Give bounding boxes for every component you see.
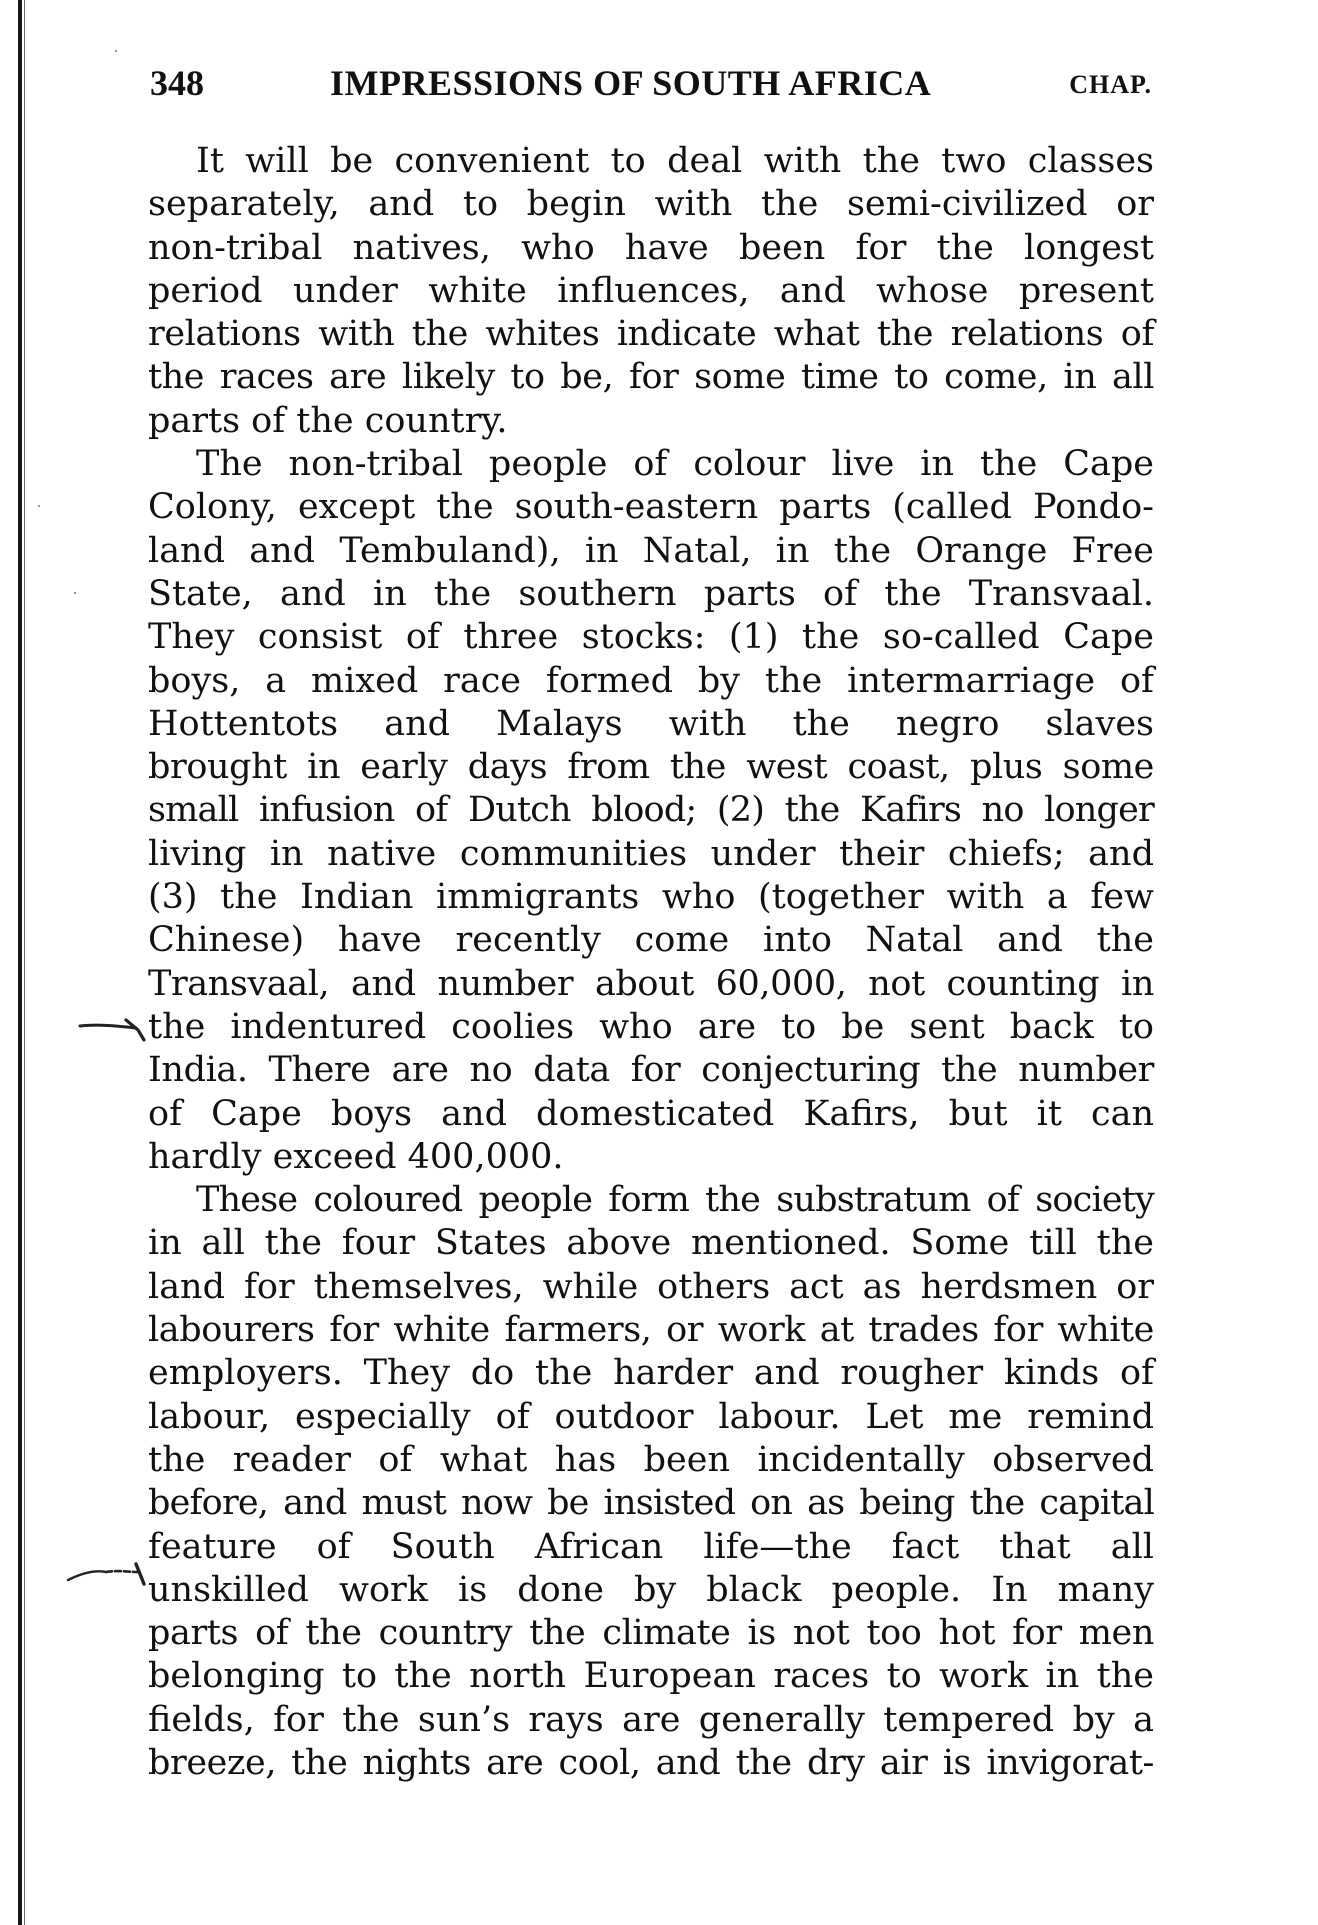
running-title: IMPRESSIONS OF SOUTH AFRICA	[330, 63, 932, 103]
text-line: period under white influences, and whose present	[148, 270, 1154, 311]
text-line: fields, for the sun’s rays are generally tempered by a	[148, 1699, 1154, 1740]
text-line: hardly exceed 400,000.	[148, 1136, 564, 1177]
text-line: employers. They do the harder and rougher kinds of	[148, 1353, 1154, 1394]
text-line: of Cape boys and domesticated Kafirs, but it can	[148, 1093, 1154, 1134]
text-line: feature of South African life—the fact that all	[148, 1526, 1154, 1567]
text-line: non-tribal natives, who have been for the longest	[148, 227, 1154, 268]
text-line: small infusion of Dutch blood; (2) the Kafirs no longer	[148, 790, 1154, 831]
text-line: unskilled work is done by black people. In many	[148, 1569, 1154, 1610]
paper-speck	[115, 50, 117, 52]
pen-mark-arrow-1-icon	[78, 1018, 150, 1048]
text-line: boys, a mixed race formed by the intermarriage of	[148, 660, 1154, 701]
text-line: India. There are no data for conjecturing the number	[148, 1050, 1154, 1091]
text-line: brought in early days from the west coast, plus some	[148, 747, 1154, 788]
text-line: It will be convenient to deal with the two classes	[196, 141, 1154, 181]
text-line: before, and must now be insisted on as being the capital	[148, 1483, 1154, 1524]
paper-speck	[38, 505, 40, 507]
body-text	[148, 140, 1154, 1785]
text-line: parts of the country.	[148, 400, 508, 441]
text-line: parts of the country the climate is not too hot for men	[148, 1613, 1154, 1654]
text-line: labourers for white farmers, or work at trades for white	[148, 1310, 1154, 1351]
text-line: land and Tembuland), in Natal, in the Orange Free	[148, 530, 1154, 571]
paper-speck	[74, 592, 76, 594]
binding-edge-shadow	[24, 0, 25, 1925]
text-line: They consist of three stocks: (1) the so-called Cape	[148, 617, 1154, 658]
page-number: 348	[150, 63, 204, 103]
text-line: Chinese) have recently come into Natal and the	[148, 920, 1154, 961]
text-line: the reader of what has been incidentally observed	[148, 1439, 1154, 1480]
page-header	[150, 62, 1152, 110]
text-line: The non-tribal people of colour live in the Cape	[196, 444, 1154, 485]
text-line: the races are likely to be, for some time to come, in all	[148, 357, 1154, 398]
text-line: belonging to the north European races to work in the	[148, 1656, 1154, 1697]
text-line: Hottentots and Malays with the negro slaves	[148, 703, 1154, 744]
text-line: labour, especially of outdoor labour. Let me remind	[148, 1396, 1154, 1437]
text-line: living in native communities under their chiefs; and	[148, 833, 1154, 874]
text-line: separately, and to begin with the semi-civilized or	[148, 184, 1154, 225]
text-line: Transvaal, and number about 60,000, not counting in	[148, 963, 1154, 1004]
text-line: Colony, except the south-eastern parts (called Pondo-	[148, 487, 1154, 528]
chapter-label: CHAP.	[1069, 70, 1152, 99]
text-line: (3) the Indian immigrants who (together with a few	[148, 877, 1154, 918]
text-line: in all the four States above mentioned. Some till the	[148, 1223, 1154, 1264]
text-line: the indentured coolies who are to be sent back to	[148, 1006, 1154, 1047]
text-line: land for themselves, while others act as herdsmen or	[148, 1266, 1154, 1307]
binding-edge-line	[18, 0, 22, 1925]
pen-mark-arrow-2-icon	[66, 1560, 150, 1594]
text-line: State, and in the southern parts of the Transvaal.	[148, 573, 1154, 614]
text-line: relations with the whites indicate what the relations of	[148, 314, 1154, 355]
text-line: breeze, the nights are cool, and the dry air is invigorat-	[148, 1742, 1154, 1783]
text-line: These coloured people form the substratum of society	[196, 1180, 1154, 1221]
